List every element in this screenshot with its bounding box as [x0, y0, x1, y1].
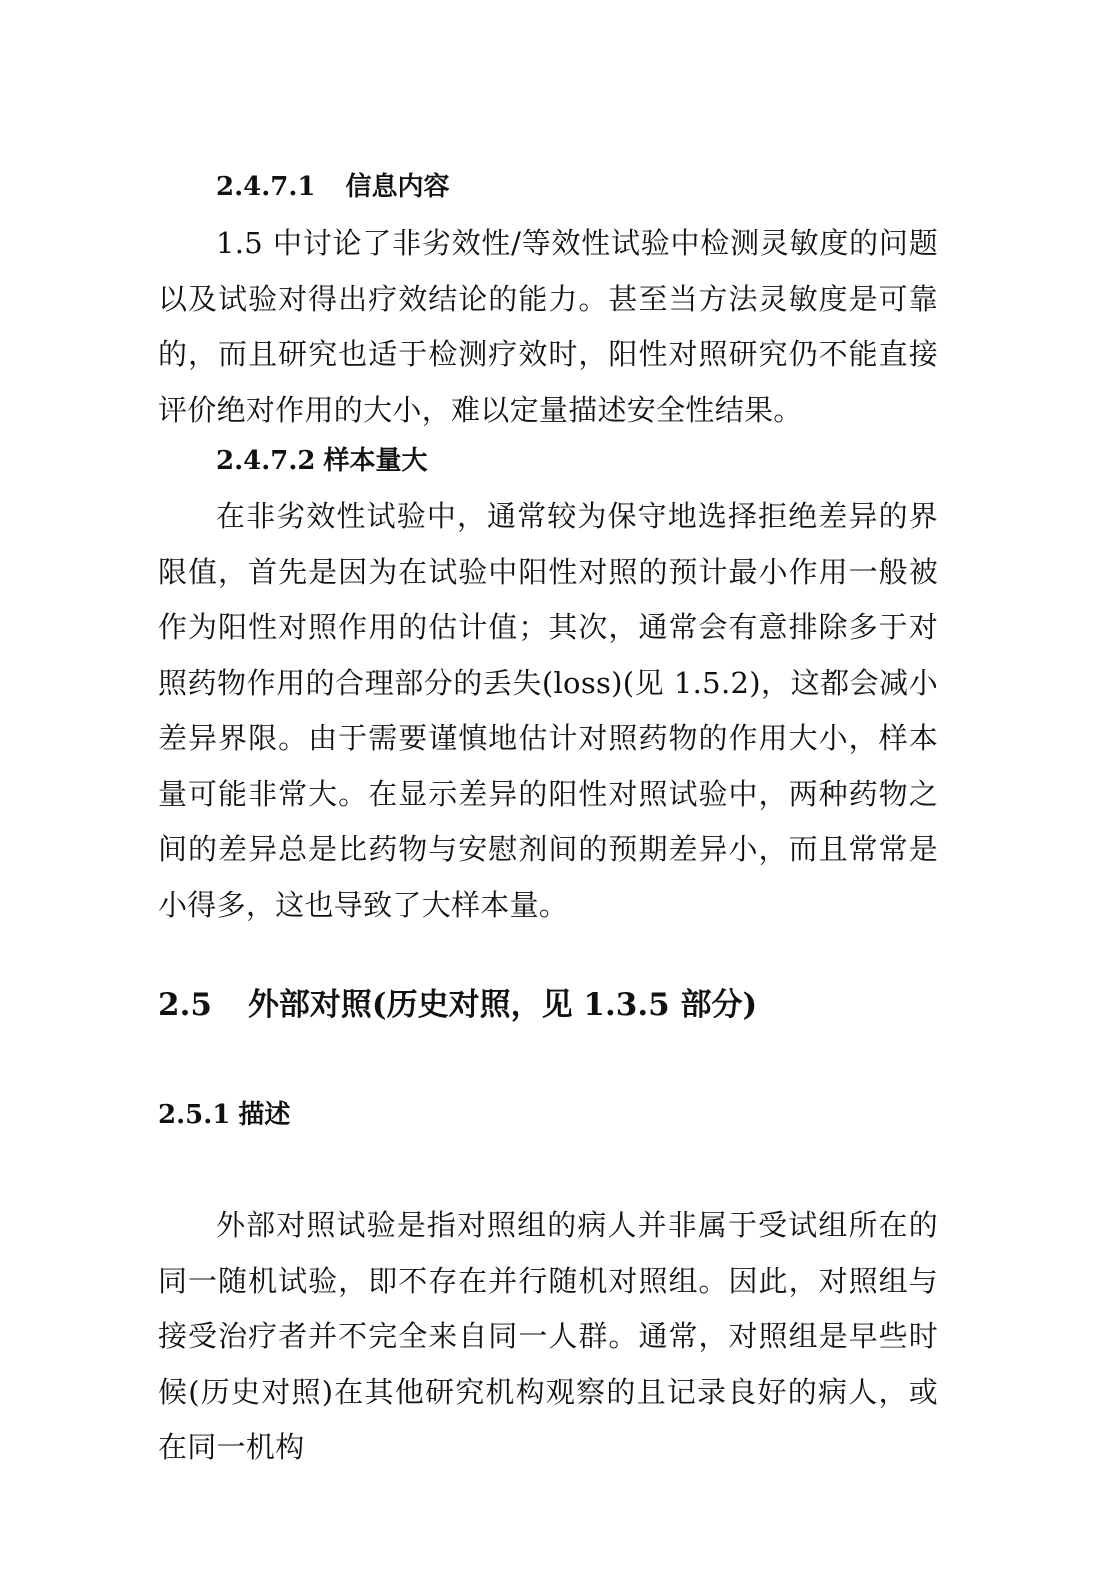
heading-2-5 [158, 982, 757, 1028]
heading-number: 2.5 [158, 987, 212, 1023]
paragraph-2-4-7-1 [158, 216, 938, 438]
heading-number: 2.5.1 [158, 1100, 231, 1130]
heading-title: 样本量大 [323, 446, 428, 476]
heading-2-5-1 [158, 1095, 290, 1135]
paragraph-text: 在非劣效性试验中，通常较为保守地选择拒绝差异的界限值，首先是因为在试验中阳性对照的预计最小作用一般被作为阳性对照作用的估计值；其次，通常会有意排除多于对照药物作用的合理部分的丢失(loss)(见 1.5.2)，这都会减小差异界限。由于需要谨慎地估计对照药物的作用大小，样本量可能非常大。在显示差异的阳性对照试验中，两种药物之间的差异总是比药物与安慰剂间的预期差异小，而且常常是小得多，这也导致了大样本量。 [158, 499, 938, 922]
paragraph-2-5-1 [158, 1198, 938, 1476]
heading-number: 2.4.7.1 [216, 172, 316, 202]
heading-2-4-7-2 [216, 441, 428, 481]
heading-title: 描述 [238, 1100, 291, 1130]
heading-number: 2.4.7.2 [216, 446, 316, 476]
paragraph-text: 外部对照试验是指对照组的病人并非属于受试组所在的同一随机试验，即不存在并行随机对照组。因此，对照组与接受治疗者并不完全来自同一人群。通常，对照组是早些时候(历史对照)在其他研究机构观察的且记录良好的病人，或在同一机构 [158, 1208, 938, 1464]
paragraph-text: 1.5 中讨论了非劣效性/等效性试验中检测灵敏度的问题以及试验对得出疗效结论的能力。甚至当方法灵敏度是可靠的，而且研究也适于检测疗效时，阳性对照研究仍不能直接评价绝对作用的大小，难以定量描述安全性结果。 [158, 226, 938, 427]
paragraph-2-4-7-2 [158, 489, 938, 933]
heading-2-4-7-1 [216, 167, 450, 207]
heading-title: 信息内容 [345, 172, 450, 202]
heading-title: 外部对照(历史对照，见 1.3.5 部分) [247, 987, 758, 1023]
